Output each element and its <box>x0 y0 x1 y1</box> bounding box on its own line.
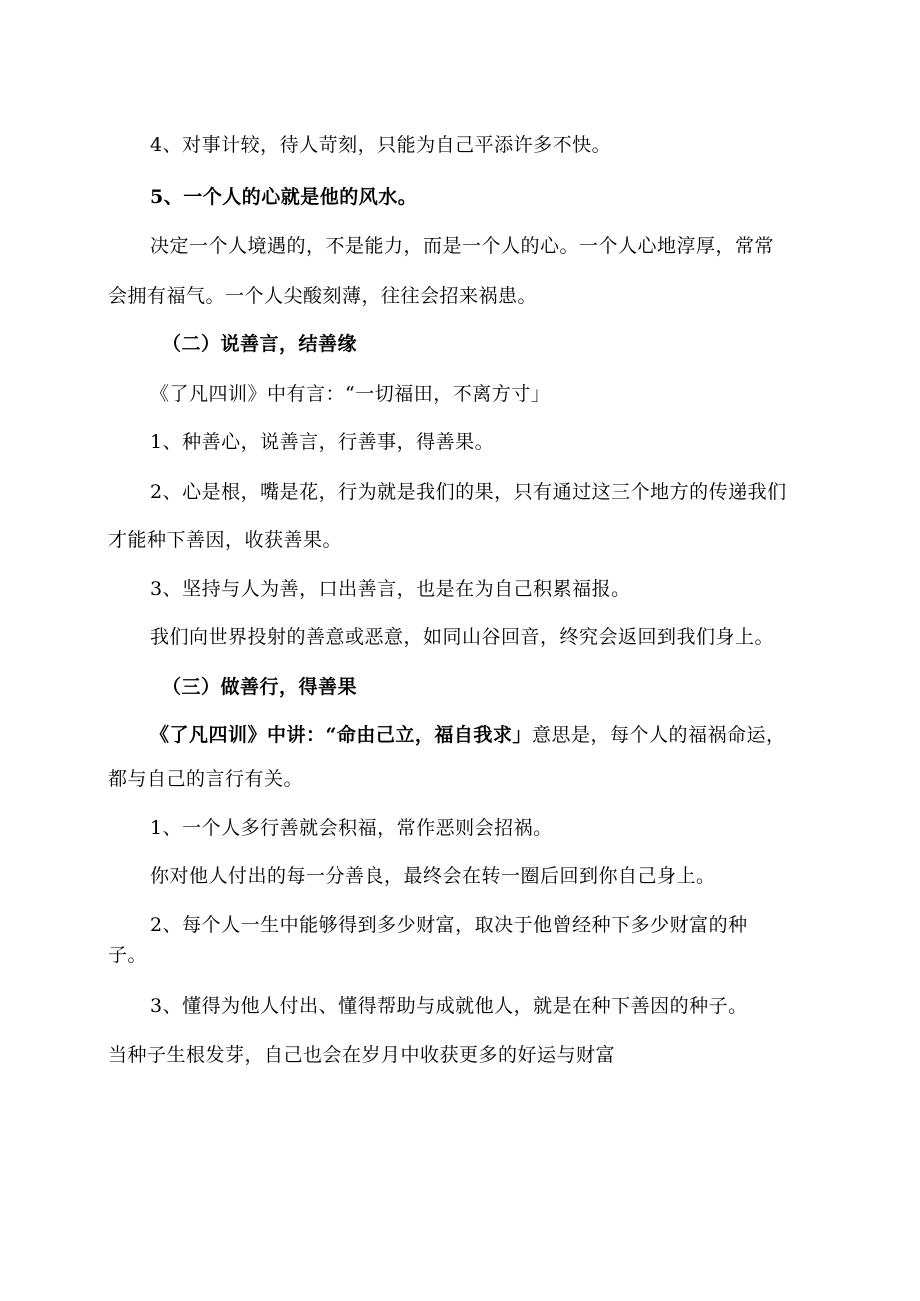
list-item-2: 2、每个人一生中能够得到多少财富，取决于他曾经种下多少财富的种 <box>150 914 748 936</box>
heading-point-5: 5、一个人的心就是他的风水。 <box>150 186 418 208</box>
paragraph-line: 你对他人付出的每一分善良，最终会在转一圈后回到你自己身上。 <box>150 865 716 887</box>
list-item-3: 3、坚持与人为善，口出善言，也是在为自己积累福报。 <box>150 578 631 600</box>
quote-line: 《了凡四训》中有言：“一切福田，不离方寸」 <box>150 383 551 405</box>
paragraph-line: 我们向世界投射的善意或恶意，如同山谷回音，终究会返回到我们身上。 <box>150 626 775 648</box>
list-item-1: 1、种善心，说善言，行善事，得善果。 <box>150 431 495 453</box>
list-item-1: 1、一个人多行善就会积福，常作恶则会招祸。 <box>150 817 553 839</box>
paragraph-line: 当种子生根发芽，自己也会在岁月中收获更多的好运与财富 <box>108 1044 616 1066</box>
paragraph-line: 子。 <box>108 944 148 966</box>
section-heading-2: （二）说善言，结善缘 <box>162 333 358 355</box>
list-item-2: 2、心是根，嘴是花，行为就是我们的果，只有通过这三个地方的传递我们 <box>150 481 787 503</box>
quote-rest: 意思是，每个人的福祸命运， <box>531 724 786 746</box>
list-item-3: 3、懂得为他人付出、懂得帮助与成就他人，就是在种下善因的种子。 <box>150 995 748 1017</box>
quote-bold: 《了凡四训》中讲：“命由己立，福自我求」 <box>150 724 532 746</box>
list-item-4: 4、对事计较，待人苛刻，只能为自己平添许多不快。 <box>150 134 612 156</box>
paragraph-line: 都与自己的言行有关。 <box>108 768 304 790</box>
paragraph-line: 决定一个人境遇的，不是能力，而是一个人的心。一个人心地淳厚，常常 <box>150 235 775 257</box>
quote-line <box>150 723 785 747</box>
paragraph-line: 会拥有福气。一个人尖酸刻薄，往往会招来祸患。 <box>108 285 538 307</box>
paragraph-line: 才能种下善因，收获善果。 <box>108 529 343 551</box>
section-heading-3: （三）做善行，得善果 <box>162 676 358 698</box>
